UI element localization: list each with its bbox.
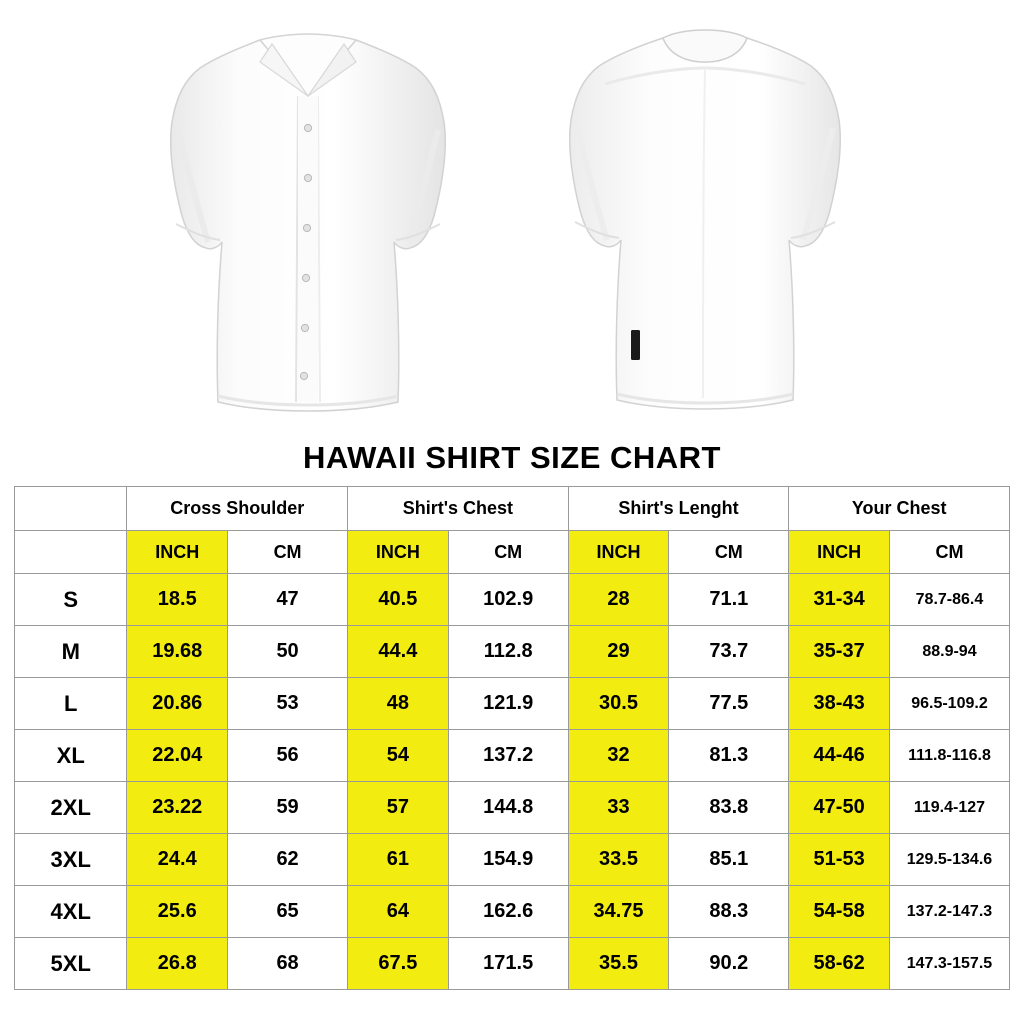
- cell-your-chest-cm: 78.7-86.4: [889, 574, 1009, 626]
- cell-your-chest-cm: 137.2-147.3: [889, 886, 1009, 938]
- row-size: 3XL: [15, 834, 127, 886]
- corner-cell: [15, 487, 127, 531]
- cell-chest-cm: 102.9: [448, 574, 568, 626]
- cell-cross-shoulder-cm: 59: [228, 782, 348, 834]
- table-row: [15, 730, 1010, 782]
- cell-length-cm: 90.2: [669, 938, 789, 990]
- unit-chest-cm: CM: [448, 531, 568, 574]
- shirt-back-image: [545, 10, 865, 430]
- cell-chest-inch: 67.5: [348, 938, 449, 990]
- cell-length-inch: 30.5: [568, 678, 669, 730]
- cell-length-inch: 29: [568, 626, 669, 678]
- table-row: [15, 678, 1010, 730]
- unit-cross-shoulder-cm: CM: [228, 531, 348, 574]
- cell-cross-shoulder-cm: 56: [228, 730, 348, 782]
- table-row: [15, 574, 1010, 626]
- cell-your-chest-inch: 31-34: [789, 574, 890, 626]
- cell-your-chest-cm: 111.8-116.8: [889, 730, 1009, 782]
- group-header-shirts-chest: Shirt's Chest: [348, 487, 569, 531]
- cell-chest-cm: 144.8: [448, 782, 568, 834]
- row-size: 5XL: [15, 938, 127, 990]
- cell-your-chest-cm: 88.9-94: [889, 626, 1009, 678]
- cell-length-cm: 83.8: [669, 782, 789, 834]
- cell-chest-inch: 40.5: [348, 574, 449, 626]
- unit-length-inch: INCH: [568, 531, 669, 574]
- cell-length-cm: 81.3: [669, 730, 789, 782]
- cell-cross-shoulder-cm: 53: [228, 678, 348, 730]
- cell-length-inch: 28: [568, 574, 669, 626]
- cell-your-chest-inch: 35-37: [789, 626, 890, 678]
- table-row: [15, 834, 1010, 886]
- cell-your-chest-inch: 51-53: [789, 834, 890, 886]
- cell-your-chest-cm: 119.4-127: [889, 782, 1009, 834]
- cell-your-chest-inch: 47-50: [789, 782, 890, 834]
- table-row: [15, 886, 1010, 938]
- cell-cross-shoulder-inch: 23.22: [127, 782, 228, 834]
- group-header-shirts-length: Shirt's Lenght: [568, 487, 789, 531]
- cell-cross-shoulder-inch: 22.04: [127, 730, 228, 782]
- cell-cross-shoulder-cm: 65: [228, 886, 348, 938]
- cell-length-cm: 73.7: [669, 626, 789, 678]
- cell-your-chest-inch: 44-46: [789, 730, 890, 782]
- cell-cross-shoulder-cm: 47: [228, 574, 348, 626]
- shirt-front-image: [148, 10, 468, 430]
- row-size: 2XL: [15, 782, 127, 834]
- cell-chest-cm: 121.9: [448, 678, 568, 730]
- row-size: L: [15, 678, 127, 730]
- cell-chest-cm: 171.5: [448, 938, 568, 990]
- cell-length-cm: 71.1: [669, 574, 789, 626]
- cell-cross-shoulder-inch: 25.6: [127, 886, 228, 938]
- cell-length-cm: 88.3: [669, 886, 789, 938]
- unit-length-cm: CM: [669, 531, 789, 574]
- cell-chest-cm: 137.2: [448, 730, 568, 782]
- cell-cross-shoulder-cm: 68: [228, 938, 348, 990]
- cell-your-chest-cm: 147.3-157.5: [889, 938, 1009, 990]
- size-table-container: [0, 486, 1024, 990]
- unit-chest-inch: INCH: [348, 531, 449, 574]
- unit-cross-shoulder-inch: INCH: [127, 531, 228, 574]
- table-row: [15, 782, 1010, 834]
- cell-your-chest-inch: 54-58: [789, 886, 890, 938]
- table-row: [15, 938, 1010, 990]
- page-title: HAWAII SHIRT SIZE CHART: [303, 440, 721, 475]
- cell-length-inch: 33: [568, 782, 669, 834]
- cell-length-inch: 34.75: [568, 886, 669, 938]
- cell-length-cm: 77.5: [669, 678, 789, 730]
- unit-corner-cell: [15, 531, 127, 574]
- cell-cross-shoulder-inch: 19.68: [127, 626, 228, 678]
- cell-your-chest-inch: 38-43: [789, 678, 890, 730]
- cell-cross-shoulder-inch: 24.4: [127, 834, 228, 886]
- row-size: XL: [15, 730, 127, 782]
- cell-cross-shoulder-inch: 26.8: [127, 938, 228, 990]
- cell-your-chest-cm: 96.5-109.2: [889, 678, 1009, 730]
- cell-cross-shoulder-inch: 18.5: [127, 574, 228, 626]
- cell-chest-inch: 61: [348, 834, 449, 886]
- cell-length-inch: 33.5: [568, 834, 669, 886]
- cell-chest-inch: 48: [348, 678, 449, 730]
- table-group-header-row: [15, 487, 1010, 531]
- size-chart-table: [14, 486, 1010, 990]
- cell-length-inch: 35.5: [568, 938, 669, 990]
- cell-chest-cm: 112.8: [448, 626, 568, 678]
- cell-cross-shoulder-inch: 20.86: [127, 678, 228, 730]
- cell-chest-inch: 44.4: [348, 626, 449, 678]
- row-size: M: [15, 626, 127, 678]
- group-header-cross-shoulder: Cross Shoulder: [127, 487, 348, 531]
- cell-cross-shoulder-cm: 62: [228, 834, 348, 886]
- cell-length-cm: 85.1: [669, 834, 789, 886]
- shirt-illustrations: [0, 0, 1024, 440]
- unit-your-chest-inch: INCH: [789, 531, 890, 574]
- table-row: [15, 626, 1010, 678]
- cell-chest-cm: 154.9: [448, 834, 568, 886]
- row-size: 4XL: [15, 886, 127, 938]
- unit-your-chest-cm: CM: [889, 531, 1009, 574]
- cell-chest-inch: 54: [348, 730, 449, 782]
- cell-chest-inch: 64: [348, 886, 449, 938]
- cell-chest-cm: 162.6: [448, 886, 568, 938]
- table-unit-header-row: [15, 531, 1010, 574]
- cell-cross-shoulder-cm: 50: [228, 626, 348, 678]
- cell-length-inch: 32: [568, 730, 669, 782]
- cell-your-chest-inch: 58-62: [789, 938, 890, 990]
- cell-chest-inch: 57: [348, 782, 449, 834]
- group-header-your-chest: Your Chest: [789, 487, 1010, 531]
- row-size: S: [15, 574, 127, 626]
- cell-your-chest-cm: 129.5-134.6: [889, 834, 1009, 886]
